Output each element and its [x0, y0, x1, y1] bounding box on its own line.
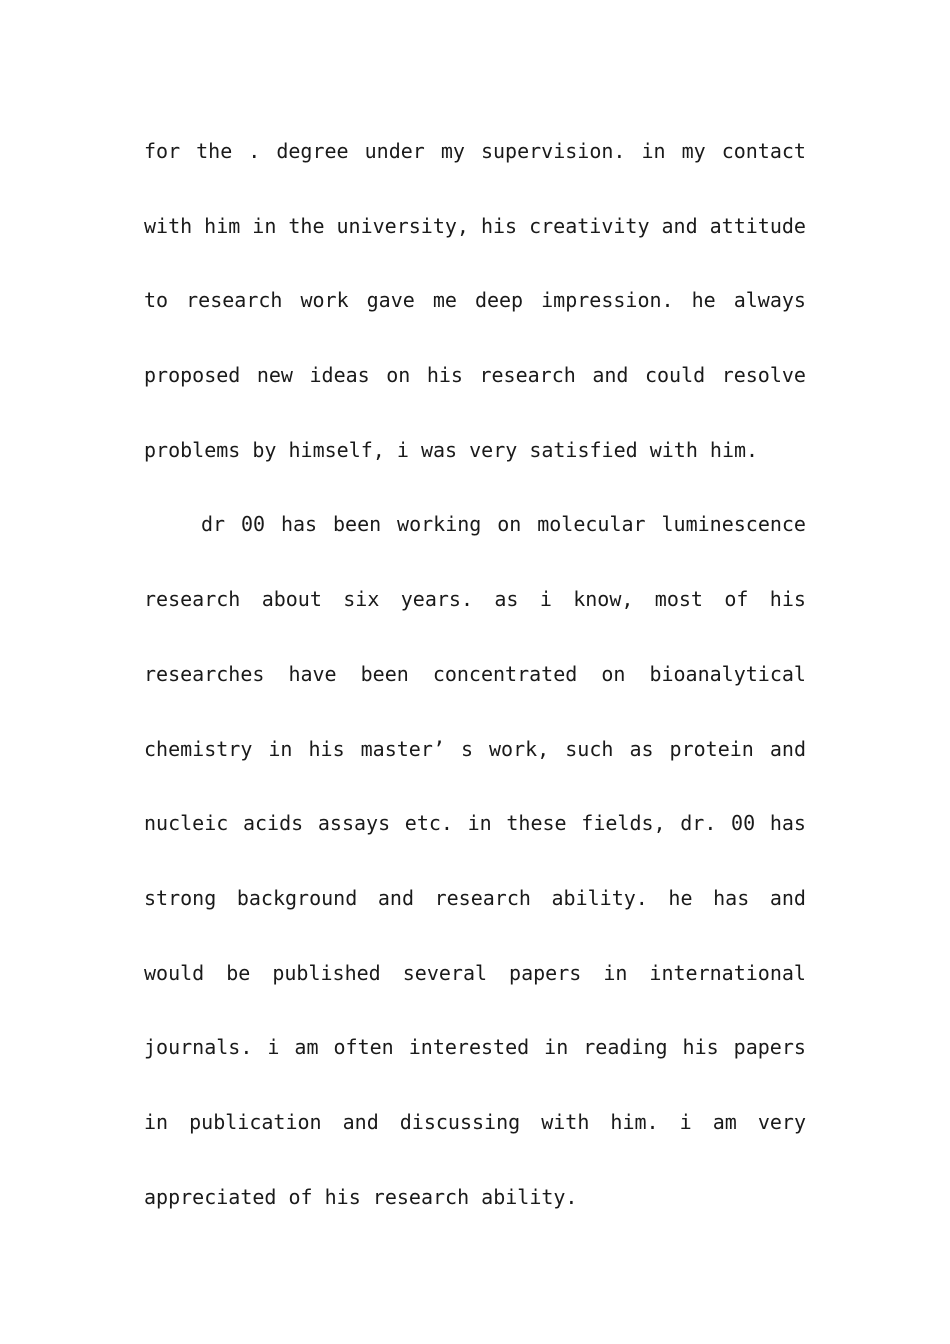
text-line	[144, 786, 806, 861]
word: in	[268, 736, 293, 761]
word: his	[769, 587, 806, 612]
word: attitude	[709, 213, 806, 238]
word: and	[342, 1109, 379, 1134]
word: master’	[360, 736, 445, 761]
text-line	[144, 338, 806, 413]
word: and	[769, 736, 806, 761]
word: background	[236, 885, 358, 910]
word: research	[479, 363, 576, 388]
word: on	[497, 512, 522, 537]
word: ideas	[309, 363, 370, 388]
word: very	[757, 1109, 806, 1134]
word: chemistry	[144, 736, 253, 761]
word: etc.	[404, 811, 453, 836]
word: under	[364, 139, 425, 163]
word: and	[769, 885, 806, 910]
word: deep	[474, 288, 524, 313]
text-line	[144, 712, 806, 787]
word: years.	[400, 587, 473, 612]
word: my	[440, 139, 465, 163]
word: to	[144, 288, 169, 313]
word: assays	[317, 811, 391, 836]
word: for	[144, 139, 181, 163]
text-line	[144, 263, 806, 338]
word: strong	[144, 885, 217, 910]
word: his	[308, 736, 345, 761]
word: always	[733, 288, 806, 313]
word: am	[294, 1035, 319, 1060]
word: i	[539, 587, 552, 612]
word: with	[541, 1109, 590, 1134]
word: i	[679, 1109, 692, 1134]
word: nucleic	[144, 811, 229, 836]
word: research	[186, 288, 283, 313]
word: has	[713, 885, 750, 910]
word: interested	[408, 1035, 530, 1060]
word: most	[654, 587, 703, 612]
word: my	[681, 139, 706, 163]
word: proposed	[144, 363, 241, 388]
word: degree	[276, 139, 349, 163]
word: such	[565, 736, 614, 761]
word: contact	[721, 139, 806, 163]
word: i	[267, 1035, 280, 1060]
word: been	[360, 661, 409, 686]
word: me	[432, 288, 457, 313]
word: in	[641, 139, 666, 163]
word: the	[288, 213, 325, 238]
word: molecular	[537, 512, 646, 537]
word: six	[343, 587, 380, 612]
word: journals.	[144, 1035, 253, 1060]
word: in	[544, 1035, 569, 1060]
word: several	[402, 960, 488, 985]
word: and	[592, 363, 629, 388]
word: university,	[336, 213, 469, 238]
text-line	[144, 1085, 806, 1160]
word: him	[204, 213, 241, 238]
word: his	[682, 1035, 719, 1060]
word: often	[333, 1035, 394, 1060]
word: be	[226, 960, 251, 985]
word: been	[332, 512, 382, 537]
word: s	[460, 736, 473, 761]
word: the	[196, 139, 233, 163]
word: .	[248, 139, 261, 163]
word: published	[272, 960, 381, 985]
word: publication	[189, 1109, 322, 1134]
word: would	[144, 960, 205, 985]
word: about	[261, 587, 322, 612]
word: have	[288, 661, 337, 686]
word: researches	[144, 661, 265, 686]
word: international	[649, 960, 806, 985]
word: research	[434, 885, 531, 910]
word: resolve	[721, 363, 806, 388]
word: impression.	[541, 288, 674, 313]
word: protein	[669, 736, 754, 761]
word: gave	[366, 288, 415, 313]
text-line	[144, 861, 806, 936]
word: as	[629, 736, 654, 761]
word: with	[144, 213, 193, 238]
word: has	[769, 811, 806, 836]
word: creativity	[529, 213, 650, 238]
word: on	[386, 363, 411, 388]
text-line	[144, 1010, 806, 1085]
word: as	[494, 587, 519, 612]
word: concentrated	[432, 661, 578, 686]
word: 00	[240, 512, 266, 537]
text-line	[144, 114, 806, 189]
word: bioanalytical	[649, 661, 806, 686]
word: am	[712, 1109, 737, 1134]
word: on	[601, 661, 626, 686]
word: of	[724, 587, 749, 612]
word: research	[144, 587, 241, 612]
text-line: appreciated of his research ability.	[144, 1184, 578, 1209]
word: fields,	[581, 811, 666, 836]
word: in	[252, 213, 277, 238]
word: know,	[573, 587, 634, 612]
word: acids	[242, 811, 304, 836]
word: ability.	[551, 885, 648, 910]
word: in	[144, 1109, 169, 1134]
word: his	[480, 213, 518, 238]
word: papers	[733, 1035, 806, 1060]
word: work	[300, 288, 349, 313]
word: work,	[489, 736, 550, 761]
text-line	[144, 562, 806, 637]
word: could	[644, 363, 706, 388]
word: in	[467, 811, 492, 836]
word: him.	[610, 1109, 659, 1134]
word: in	[603, 960, 628, 985]
word: new	[256, 363, 293, 388]
text-line: problems by himself, i was very satisfied with him.	[144, 437, 759, 462]
text-line	[144, 637, 806, 712]
word: luminescence	[661, 512, 806, 537]
word: he	[691, 288, 716, 313]
word: dr.	[680, 811, 717, 836]
word: has	[280, 512, 318, 537]
word: and	[661, 213, 698, 238]
word: working	[397, 512, 482, 537]
word: these	[506, 811, 567, 836]
word: his	[426, 363, 463, 388]
word: discussing	[399, 1109, 521, 1134]
word: dr	[201, 512, 226, 537]
word: he	[668, 885, 693, 910]
word: reading	[583, 1035, 668, 1060]
word: supervision.	[480, 139, 626, 163]
text-line	[144, 936, 806, 1011]
word: 00	[731, 811, 756, 836]
text-line	[144, 487, 806, 562]
word: and	[377, 885, 414, 910]
text-line	[144, 189, 806, 264]
word: papers	[509, 960, 582, 985]
letter-body	[144, 114, 806, 1234]
